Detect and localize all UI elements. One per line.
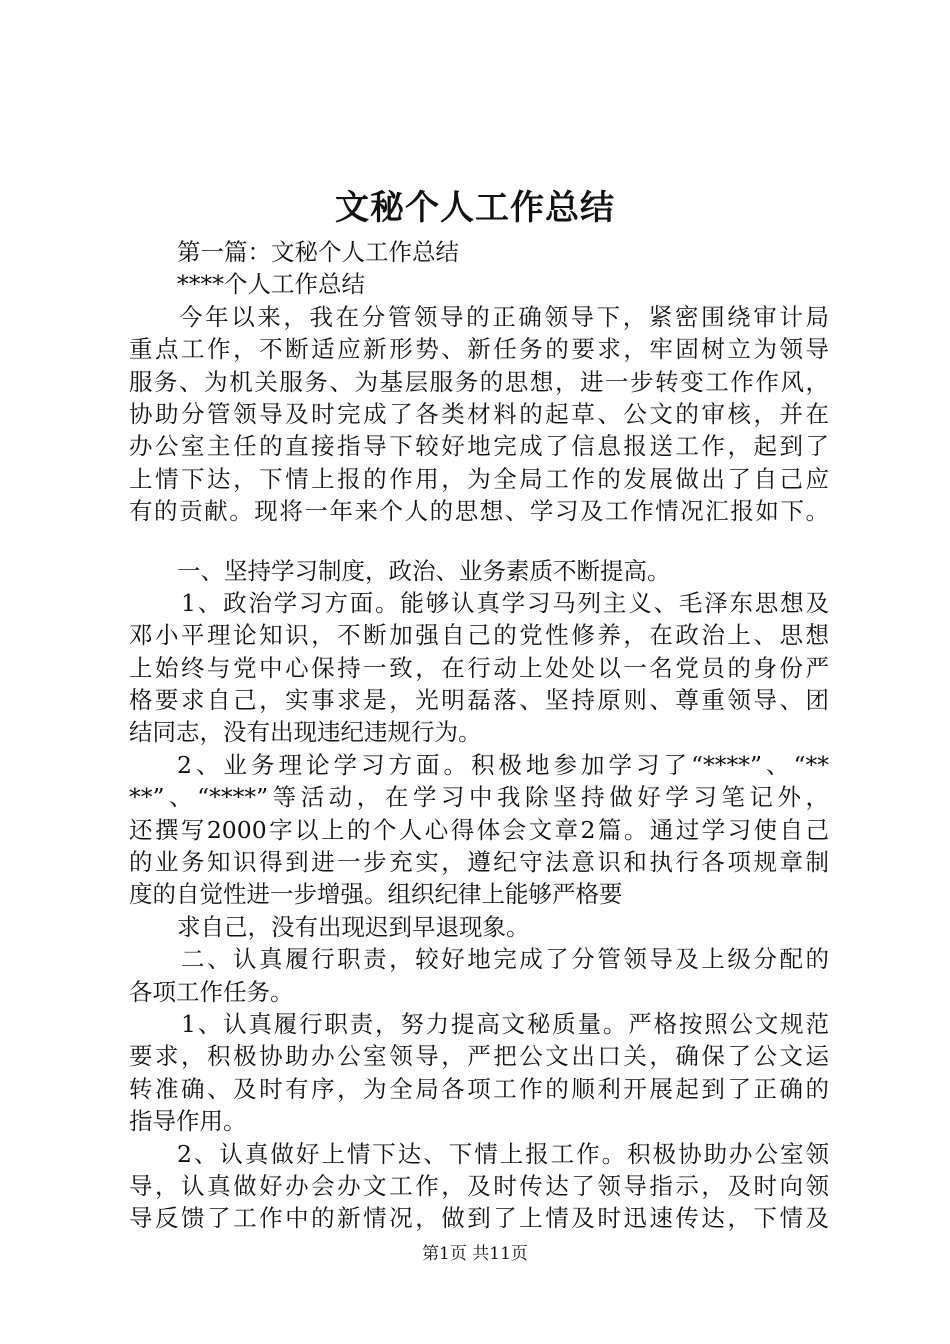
paragraph-line: 协助分管领导及时完成了各类材料的起草、公文的审核，并在 <box>129 399 829 428</box>
paragraph-line: 服务、为机关服务、为基层服务的思想，进一步转变工作作风， <box>129 367 829 396</box>
paragraph-line: 度的自觉性进一步增强。组织纪律上能够严格要 <box>129 880 623 909</box>
paragraph-line: 1、认真履行职责，努力提高文秘质量。严格按照公文规范 <box>181 1009 829 1038</box>
paragraph-line: 还撰写2000字以上的个人心得体会文章2篇。通过学习使自己 <box>129 815 829 844</box>
paragraph-line: 上情下达，下情上报的作用，为全局工作的发展做出了自己应 <box>129 464 829 493</box>
paragraph-line: 导，认真做好办会办文工作，及时传达了领导指示，及时向领 <box>129 1171 829 1200</box>
paragraph-line: 今年以来，我在分管领导的正确领导下，紧密围绕审计局 <box>179 302 829 331</box>
paragraph-line: 指导作用。 <box>129 1107 247 1136</box>
document-title: 文秘个人工作总结 <box>335 188 615 228</box>
paragraph-line: 求自己，没有出现迟到早退现象。 <box>177 912 530 941</box>
section-heading: 第一篇：文秘个人工作总结 <box>177 238 459 266</box>
blank-line <box>129 528 829 555</box>
paragraph-line: 上始终与党中心保持一致，在行动上处处以一名党员的身份严 <box>129 653 829 682</box>
section-heading: 各项工作任务。 <box>129 977 294 1006</box>
paragraph-line: 导反馈了工作中的新情况，做到了上情及时迅速传达，下情及 <box>129 1204 829 1233</box>
paragraph-line: 结同志，没有出现违纪违规行为。 <box>129 718 482 747</box>
paragraph-line: **”、“****”等活动，在学习中我除坚持做好学习笔记外， <box>129 783 829 812</box>
paragraph-line: 有的贡献。现将一年来个人的思想、学习及工作情况汇报如下。 <box>129 497 829 526</box>
paragraph-line: 邓小平理论知识，不断加强自己的党性修养，在政治上、思想 <box>129 621 829 650</box>
paragraph-line: 办公室主任的直接指导下较好地完成了信息报送工作，起到了 <box>129 432 829 461</box>
paragraph-line: 1、政治学习方面。能够认真学习马列主义、毛泽东思想及 <box>181 588 829 617</box>
subtitle-line: ****个人工作总结 <box>177 270 365 299</box>
paragraph-line: 格要求自己，实事求是，光明磊落、坚持原则、尊重领导、团 <box>129 686 829 715</box>
document-body <box>129 236 829 1235</box>
section-heading: 一、坚持学习制度，政治、业务素质不断提高。 <box>177 556 671 585</box>
page-number: 第1页 共11页 <box>422 1244 528 1264</box>
paragraph-line: 重点工作，不断适应新形势、新任务的要求，牢固树立为领导 <box>129 335 829 364</box>
paragraph-line: 2、业务理论学习方面。积极地参加学习了“****”、“** <box>177 750 829 779</box>
paragraph-line: 转准确、及时有序，为全局各项工作的顺利开展起到了正确的 <box>129 1074 829 1103</box>
section-heading: 二、认真履行职责，较好地完成了分管领导及上级分配的 <box>181 945 829 974</box>
paragraph-line: 要求，积极协助办公室领导，严把公文出口关，确保了公文运 <box>129 1042 829 1071</box>
paragraph-line: 的业务知识得到进一步充实，遵纪守法意识和执行各项规章制 <box>129 848 829 877</box>
paragraph-line: 2、认真做好上情下达、下情上报工作。积极协助办公室领 <box>177 1139 829 1168</box>
